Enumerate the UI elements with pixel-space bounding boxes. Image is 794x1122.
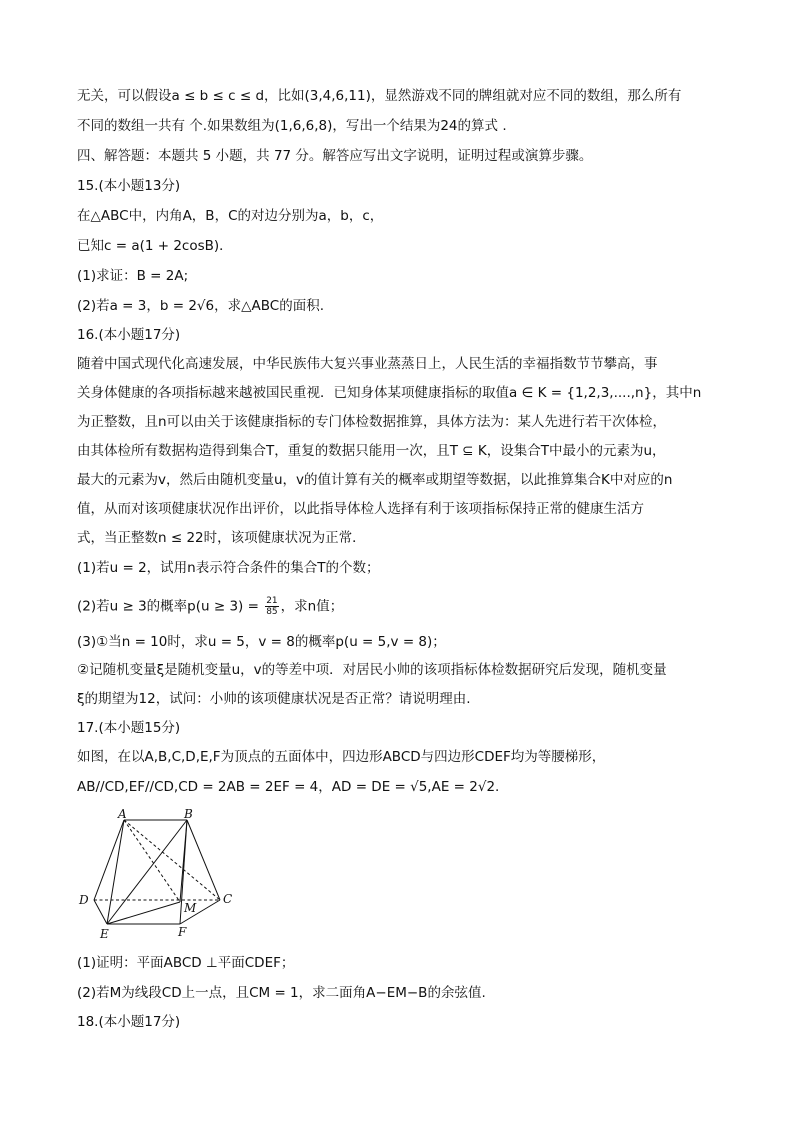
q15-stem-1: 在△ABC中，内角A，B，C的对边分别为a，b，c，	[77, 208, 384, 224]
edge-AE	[107, 820, 124, 924]
pentahedron-figure	[72, 808, 242, 940]
fraction-numerator: 21	[266, 596, 278, 606]
q16-part-2-suffix: ，求n值；	[280, 598, 344, 615]
continuation-line-2: 不同的数组一共有 个.如果数组为(1,6,6,8)，写出一个结果为24的算式 .	[77, 118, 507, 134]
q16-stem-5: 最大的元素为v，然后由随机变量u，v的值计算有关的概率或期望等数据，以此推算集合K中对应的n	[77, 472, 673, 488]
q16-part-2-prefix: (2)若u ≥ 3的概率p(u ≥ 3) =	[77, 598, 264, 615]
q15-stem-2: 已知c = a(1 + 2cosB)．	[77, 238, 233, 254]
edge-AC-hidden	[124, 820, 220, 900]
label-B: B	[184, 808, 193, 821]
q16-stem-6: 值，从而对该项健康状况作出评价，以此指导体检人选择有利于该项指标保持正常的健康生活方	[77, 501, 644, 517]
edge-EM	[107, 902, 180, 924]
section-heading: 四、解答题：本题共 5 小题，共 77 分。解答应写出文字说明，证明过程或演算步骤。	[77, 148, 593, 164]
q17-stem-2: AB//CD,EF//CD,CD = 2AB = 2EF = 4，AD = DE = √5,AE = 2√2.	[77, 779, 500, 795]
continuation-line-1: 无关，可以假设a ≤ b ≤ c ≤ d，比如(3,4,6,11)，显然游戏不同的牌组就对应不同的数组，那么所有	[77, 88, 682, 104]
q16-part-3b-1: ②记随机变量ξ是随机变量u，v的等差中项．对居民小帅的该项指标体检数据研究后发现，随机变量	[77, 662, 667, 678]
q16-part-2-fraction	[265, 596, 278, 617]
label-C: C	[223, 892, 233, 906]
edge-BE	[107, 820, 187, 924]
q16-part-2	[77, 596, 343, 617]
label-F: F	[178, 925, 187, 939]
edge-AD	[94, 820, 124, 900]
q16-stem-1: 随着中国式现代化高速发展，中华民族伟大复兴事业蒸蒸日上，人民生活的幸福指数节节攀高，事	[77, 356, 658, 372]
q15-part-2: (2)若a = 3，b = 2√6，求△ABC的面积.	[77, 298, 324, 314]
q16-stem-4: 由其体检所有数据构造得到集合T，重复的数据只能用一次，且T ⊆ K，设集合T中最小的元素为u，	[77, 443, 666, 459]
q15-part-1: (1)求证：B = 2A;	[77, 268, 189, 284]
label-A: A	[118, 808, 127, 821]
q16-stem-2: 关身体健康的各项指标越来越被国民重视．已知身体某项健康指标的取值a ∈ K = {1,2,3,....,n}，其中n	[77, 385, 702, 401]
q16-header: 16.(本小题17分)	[77, 327, 181, 343]
edge-DE	[94, 900, 107, 924]
label-D: D	[79, 893, 89, 907]
edge-BC	[187, 820, 220, 900]
q17-stem-1: 如图，在以A,B,C,D,E,F为顶点的五面体中，四边形ABCD与四边形CDEF均为等腰梯形，	[77, 749, 606, 765]
q17-header: 17.(本小题15分)	[77, 720, 181, 736]
edge-BM	[180, 820, 187, 902]
q17-part-1: (1)证明：平面ABCD ⊥平面CDEF；	[77, 955, 295, 971]
q16-part-3b-2: ξ的期望为12，试问：小帅的该项健康状况是否正常？请说明理由.	[77, 691, 471, 707]
label-M: M	[184, 901, 197, 915]
q17-part-2: (2)若M为线段CD上一点，且CM = 1，求二面角A−EM−B的余弦值.	[77, 985, 486, 1001]
q16-part-1: (1)若u = 2，试用n表示符合条件的集合T的个数；	[77, 560, 380, 576]
q16-stem-3: 为正整数，且n可以由关于该健康指标的专门体检数据推算，具体方法为：某人先进行若干次体检，	[77, 414, 667, 430]
q16-part-3: (3)①当n = 10时，求u = 5，v = 8的概率p(u = 5,v = 8)；	[77, 634, 446, 650]
edge-AM-hidden	[124, 820, 180, 902]
q18-header: 18.(本小题17分)	[77, 1014, 181, 1030]
q15-header: 15.(本小题13分)	[77, 178, 181, 194]
q16-stem-7: 式，当正整数n ≤ 22时，该项健康状况为正常．	[77, 530, 366, 546]
label-E: E	[100, 927, 109, 940]
fraction-denominator: 85	[266, 607, 278, 617]
